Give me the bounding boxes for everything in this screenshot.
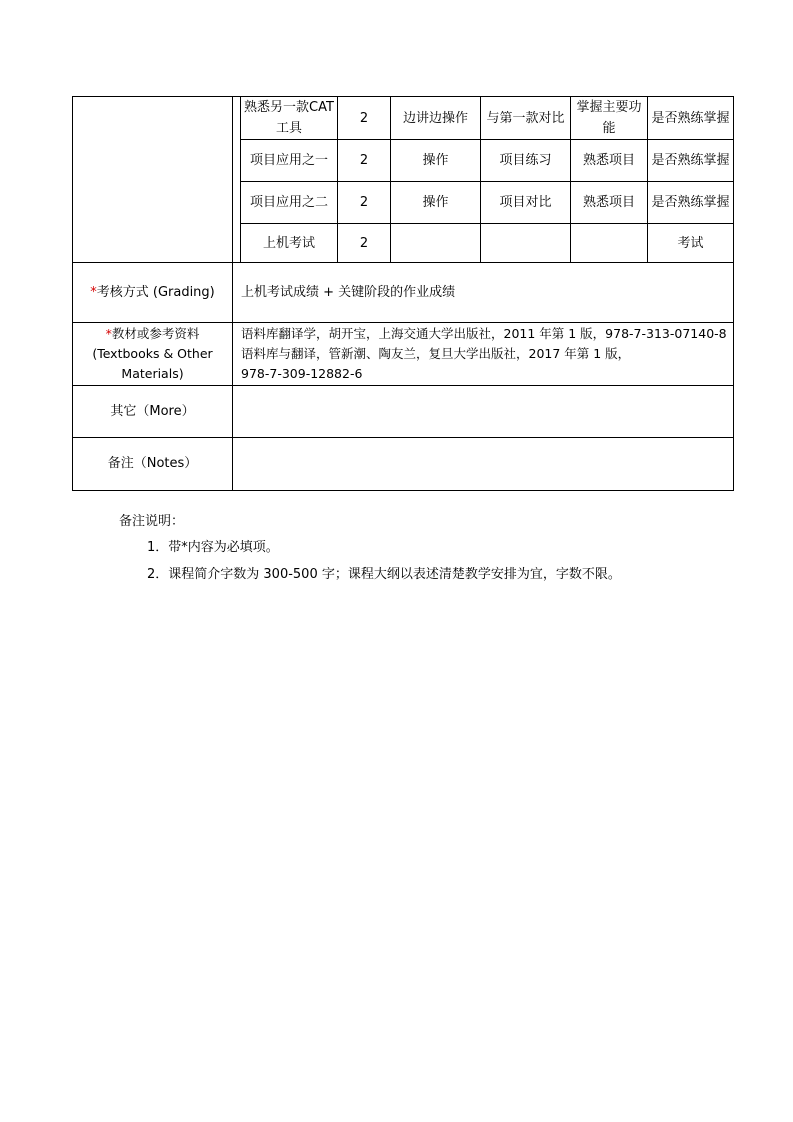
schedule-practice: 与第一款对比 [486, 110, 565, 126]
schedule-method [391, 224, 480, 262]
label-column-divider [232, 96, 233, 491]
grading-content: 上机考试成绩 + 关键阶段的作业成绩 [241, 285, 456, 300]
table-border-bottom [72, 490, 734, 491]
schedule-topic: 项目应用之一 [249, 153, 328, 168]
schedule-practice: 项目对比 [499, 195, 552, 210]
schedule-method: 操作 [422, 195, 449, 210]
schedule-goal: 掌握主要功能 [576, 100, 642, 136]
schedule-assessment: 是否熟练掌握 [651, 110, 730, 126]
textbooks-label: *教材或参考资料 (Textbooks & Other Materials) [92, 326, 213, 381]
required-mark: * [90, 284, 97, 300]
schedule-goal [571, 224, 647, 262]
textbook-line-2: 语料库与翻译，管新潮、陶友兰，复旦大学出版社，2017 年第 1 版， [241, 346, 631, 361]
schedule-assessment: 考试 [677, 235, 704, 251]
remarks-title: 备注说明： [119, 514, 185, 529]
table-border-right [733, 96, 734, 491]
schedule-hours: 2 [359, 153, 369, 168]
remark-item: 1．带*内容为必填项。 [147, 540, 279, 555]
schedule-method: 操作 [422, 153, 449, 168]
schedule-practice [481, 224, 570, 262]
grading-label: *考核方式 (Grading) [90, 284, 215, 300]
textbook-line-3: 978-7-309-12882-6 [241, 366, 363, 381]
textbook-line-1: 语料库翻译学，胡开宝，上海交通大学出版社，2011 年第 1 版，978-7-313-07140-8 [241, 326, 727, 341]
schedule-hours: 2 [359, 235, 369, 251]
schedule-topic: 熟悉另一款CAT工具 [244, 100, 334, 136]
schedule-goal: 熟悉项目 [582, 153, 635, 168]
notes-label: 备注（Notes） [107, 456, 198, 471]
schedule-method: 边讲边操作 [402, 110, 468, 126]
schedule-hours: 2 [359, 110, 369, 126]
schedule-assessment: 是否熟练掌握 [651, 153, 730, 168]
more-label: 其它（More） [110, 403, 195, 419]
schedule-topic: 上机考试 [262, 235, 315, 251]
schedule-assessment: 是否熟练掌握 [651, 195, 730, 210]
schedule-goal: 熟悉项目 [582, 195, 635, 210]
schedule-hours: 2 [359, 195, 369, 210]
schedule-practice: 项目练习 [499, 153, 552, 168]
required-mark: * [105, 326, 112, 341]
remark-item: 2．课程简介字数为 300-500 字；课程大纲以表述清楚教学安排为宜，字数不限。 [147, 567, 621, 582]
schedule-topic: 项目应用之二 [249, 195, 328, 210]
